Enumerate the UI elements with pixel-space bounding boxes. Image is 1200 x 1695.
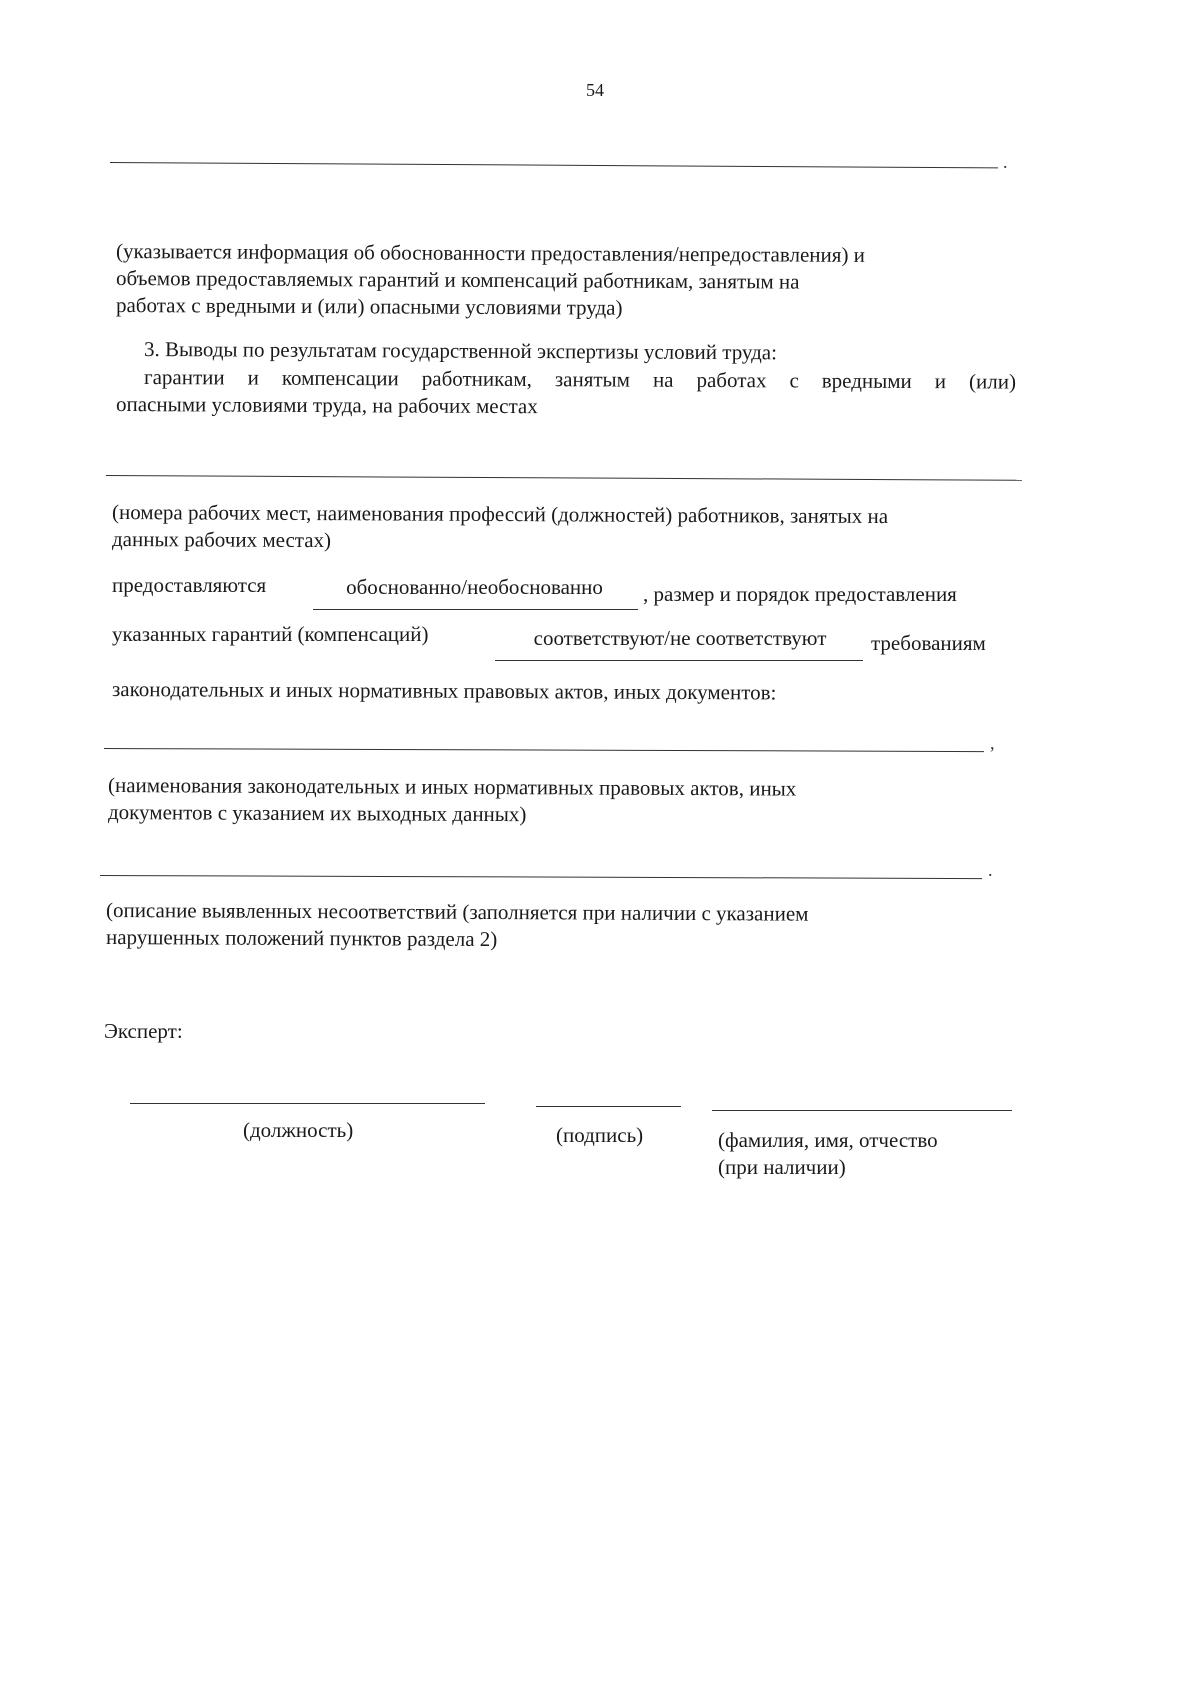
- caption-guarantees-info-line3: работах с вредными и (или) опасными условиями труда): [115, 293, 623, 320]
- provided-label: предоставляются: [112, 573, 267, 597]
- justification-field: обоснованно/необоснованно: [346, 575, 603, 599]
- section-3-paragraph-line1: гарантии и компенсации работникам, занятым на работах с вредными и (или): [143, 365, 1017, 394]
- position-blank-line: [130, 1103, 485, 1104]
- full-name-blank-line: [712, 1110, 1012, 1111]
- expert-label: Эксперт:: [104, 1019, 183, 1043]
- caption-nonconformities-line1: (описание выявленных несоответствий (заполняется при наличии с указанием: [105, 898, 809, 926]
- caption-workplaces-line2: данных рабочих местах): [111, 527, 332, 553]
- line-end-period-2: .: [988, 860, 993, 880]
- guarantees-label: указанных гарантий (компенсаций): [112, 622, 429, 646]
- requirements-text: требованиям: [871, 631, 986, 655]
- page-number: 54: [586, 80, 604, 100]
- legal-acts-blank-line: [104, 748, 984, 752]
- compliance-underline: [495, 660, 863, 661]
- workplaces-blank-line: [106, 475, 1022, 481]
- position-caption: (должность): [243, 1118, 354, 1142]
- justification-underline: [313, 609, 638, 610]
- caption-guarantees-info-line2: объемов предоставляемых гарантий и компенсаций работникам, занятым на: [115, 266, 800, 294]
- caption-workplaces-line1: (номера рабочих мест, наименования профессий (должностей) работников, занятых на: [111, 500, 889, 529]
- caption-guarantees-info-line1: (указывается информация об обоснованности предоставления/непредоставления) и: [115, 239, 866, 267]
- legal-acts-text: законодательных и иных нормативных правовых актов, иных документов:: [111, 677, 777, 705]
- blank-line: [110, 162, 998, 168]
- signature-caption: (подпись): [556, 1123, 644, 1147]
- nonconformities-blank-line: [100, 875, 982, 879]
- section-3-heading: 3. Выводы по результатам государственной экспертизы условий труда:: [143, 337, 778, 365]
- line-end-period: .: [1003, 152, 1008, 172]
- caption-nonconformities-line2: нарушенных положений пунктов раздела 2): [105, 925, 498, 952]
- compliance-field: соответствуют/не соответствуют: [533, 626, 827, 650]
- line-end-comma: ,: [990, 733, 995, 753]
- full-name-caption-line2: (при наличии): [718, 1155, 846, 1179]
- section-3-paragraph-line2: опасными условиями труда, на рабочих местах: [115, 392, 538, 419]
- full-name-caption-line1: (фамилия, имя, отчество: [718, 1128, 938, 1152]
- caption-legal-acts-line2: документов с указанием их выходных данных): [107, 800, 527, 827]
- provision-order-text: , размер и порядок предоставления: [643, 582, 957, 606]
- signature-blank-line: [536, 1106, 681, 1107]
- caption-legal-acts-line1: (наименования законодательных и иных нормативных правовых актов, иных: [107, 773, 797, 801]
